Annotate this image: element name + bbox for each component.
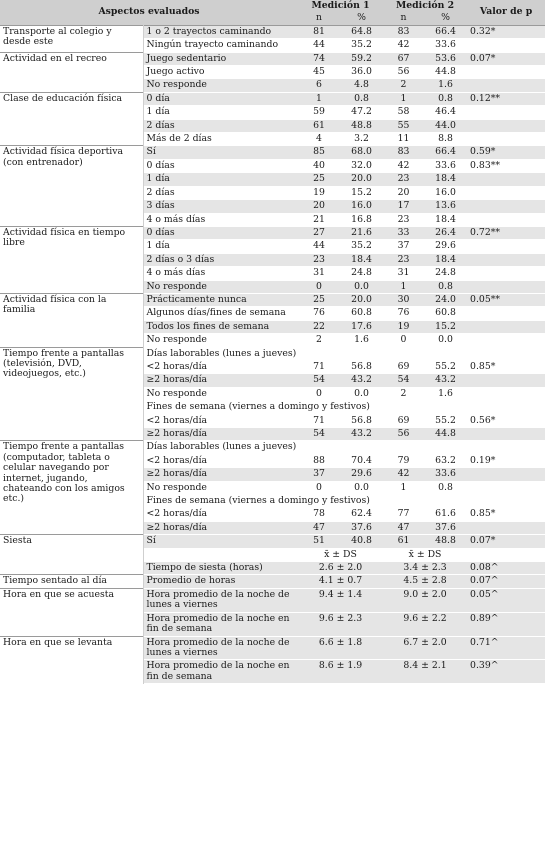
percent-2: 0.8 <box>424 481 467 494</box>
percent-2: 18.4 <box>424 213 467 226</box>
p-value <box>467 320 545 333</box>
p-value: 0.83** <box>467 159 545 172</box>
percent-2: 44.8 <box>424 428 467 441</box>
row-label: Hora promedio de la noche de lunes a viernes <box>143 588 298 612</box>
percent-2: 60.8 <box>424 307 467 320</box>
section-title: Clase de educación física <box>0 92 143 146</box>
section-title: Actividad física en tiempo libre <box>0 226 143 293</box>
p-value: 0.72** <box>467 226 545 239</box>
percent-2: 18.4 <box>424 173 467 186</box>
count-1: 61 <box>298 119 340 132</box>
p-value: 0.59* <box>467 146 545 159</box>
row-label <box>143 548 298 561</box>
section-title: Siesta <box>0 535 143 575</box>
count-2: 1 <box>383 280 424 293</box>
row-label: 0 días <box>143 159 298 172</box>
count-1: 85 <box>298 146 340 159</box>
count-2: 69 <box>383 360 424 373</box>
row-label: 1 o 2 trayectos caminando <box>143 25 298 38</box>
row-label: ≥2 horas/día <box>143 428 298 441</box>
count-1: 74 <box>298 52 340 65</box>
section-title: Transporte al colegio y desde este <box>0 25 143 52</box>
p-value <box>467 119 545 132</box>
table-row <box>0 636 545 660</box>
count-1: 44 <box>298 39 340 52</box>
p-value <box>467 401 545 414</box>
section-title: Actividad en el recreo <box>0 52 143 92</box>
percent-1: 1.6 <box>340 334 383 347</box>
count-2: 83 <box>383 25 424 38</box>
p-value <box>467 307 545 320</box>
count-2: 67 <box>383 52 424 65</box>
subheading: Fines de semana (viernes a domingo y festivos) <box>143 495 467 508</box>
count-1: 4 <box>298 133 340 146</box>
count-2: 69 <box>383 414 424 427</box>
percent-2: 48.8 <box>424 535 467 548</box>
percent-1: 35.2 <box>340 240 383 253</box>
p-value <box>467 240 545 253</box>
row-label: 0 día <box>143 92 298 105</box>
percent-1: 48.8 <box>340 119 383 132</box>
count-2: 55 <box>383 119 424 132</box>
row-label: Tiempo de siesta (horas) <box>143 562 298 575</box>
p-value <box>467 441 545 454</box>
count-1: 23 <box>298 253 340 266</box>
p-value <box>467 347 545 360</box>
count-1: 0 <box>298 481 340 494</box>
percent-1: 0.0 <box>340 280 383 293</box>
percent-2: 55.2 <box>424 414 467 427</box>
section-title: Tiempo frente a pantallas (computador, tableta o celular navegando por internet, jugando, chateando con los amigos etc.) <box>0 441 143 535</box>
row-label: Todos los fines de semana <box>143 320 298 333</box>
percent-1: 16.0 <box>340 200 383 213</box>
p-value: 0.07* <box>467 535 545 548</box>
count-2: 23 <box>383 173 424 186</box>
row-label: Sí <box>143 146 298 159</box>
p-value <box>467 280 545 293</box>
count-2: 0 <box>383 334 424 347</box>
p-value: 0.39^ <box>467 660 545 684</box>
count-2: 1 <box>383 92 424 105</box>
p-value: 0.08^ <box>467 562 545 575</box>
count-1: 76 <box>298 307 340 320</box>
table-row <box>0 25 545 38</box>
mean-sd-header: x̄ ± DS <box>383 548 467 561</box>
percent-1: 47.2 <box>340 106 383 119</box>
count-1: 44 <box>298 240 340 253</box>
header-n-1: n <box>298 12 340 25</box>
count-2: 11 <box>383 133 424 146</box>
count-1: 54 <box>298 428 340 441</box>
percent-2: 18.4 <box>424 253 467 266</box>
header-pct-2: % <box>424 12 467 25</box>
p-value: 0.85* <box>467 360 545 373</box>
p-value <box>467 428 545 441</box>
percent-1: 59.2 <box>340 52 383 65</box>
subheading: Fines de semana (viernes a domingo y festivos) <box>143 401 467 414</box>
p-value <box>467 200 545 213</box>
count-1: 88 <box>298 454 340 467</box>
percent-1: 21.6 <box>340 226 383 239</box>
count-2: 31 <box>383 267 424 280</box>
count-2: 20 <box>383 186 424 199</box>
p-value <box>467 39 545 52</box>
header-medicion-2: Medición 2 <box>383 0 467 12</box>
p-value <box>467 133 545 146</box>
percent-2: 29.6 <box>424 240 467 253</box>
header-pct-1: % <box>340 12 383 25</box>
percent-1: 20.0 <box>340 173 383 186</box>
table-row <box>0 92 545 105</box>
row-label: <2 horas/día <box>143 414 298 427</box>
percent-2: 66.4 <box>424 146 467 159</box>
count-2: 23 <box>383 253 424 266</box>
percent-1: 3.2 <box>340 133 383 146</box>
percent-1: 43.2 <box>340 428 383 441</box>
percent-2: 44.8 <box>424 66 467 79</box>
row-label: Hora promedio de la noche de lunes a viernes <box>143 636 298 660</box>
row-label: 4 o más días <box>143 213 298 226</box>
row-label: No responde <box>143 79 298 92</box>
count-2: 58 <box>383 106 424 119</box>
percent-2: 66.4 <box>424 25 467 38</box>
table-row <box>0 347 545 360</box>
row-label: Juego activo <box>143 66 298 79</box>
mean-sd-2: 6.7 ± 2.0 <box>383 636 467 660</box>
row-label: Hora promedio de la noche en fin de semana <box>143 660 298 684</box>
count-2: 77 <box>383 508 424 521</box>
count-2: 56 <box>383 66 424 79</box>
percent-2: 0.0 <box>424 334 467 347</box>
count-1: 6 <box>298 79 340 92</box>
percent-1: 16.8 <box>340 213 383 226</box>
header-valor-p <box>467 0 545 25</box>
percent-1: 40.8 <box>340 535 383 548</box>
percent-1: 68.0 <box>340 146 383 159</box>
p-value <box>467 267 545 280</box>
count-2: 37 <box>383 240 424 253</box>
count-2: 79 <box>383 454 424 467</box>
percent-1: 0.0 <box>340 481 383 494</box>
row-label: 0 días <box>143 226 298 239</box>
p-value <box>467 481 545 494</box>
row-label: Más de 2 días <box>143 133 298 146</box>
table-body <box>0 25 545 683</box>
p-value: 0.32* <box>467 25 545 38</box>
count-1: 54 <box>298 374 340 387</box>
count-2: 2 <box>383 79 424 92</box>
mean-sd-2: 3.4 ± 2.3 <box>383 562 467 575</box>
p-value <box>467 495 545 508</box>
p-value: 0.89^ <box>467 612 545 636</box>
table-row <box>0 226 545 239</box>
percent-1: 60.8 <box>340 307 383 320</box>
table-row <box>0 535 545 548</box>
mean-sd-header: x̄ ± DS <box>298 548 383 561</box>
p-value: 0.12** <box>467 92 545 105</box>
percent-1: 0.8 <box>340 92 383 105</box>
percent-1: 18.4 <box>340 253 383 266</box>
p-value: 0.07^ <box>467 575 545 588</box>
percent-1: 43.2 <box>340 374 383 387</box>
row-label: ≥2 horas/día <box>143 374 298 387</box>
section-title: Tiempo frente a pantallas (televisión, DVD, videojuegos, etc.) <box>0 347 143 441</box>
percent-1: 17.6 <box>340 320 383 333</box>
percent-1: 70.4 <box>340 454 383 467</box>
p-value <box>467 387 545 400</box>
count-2: 42 <box>383 468 424 481</box>
count-2: 56 <box>383 428 424 441</box>
row-label: Ningún trayecto caminando <box>143 39 298 52</box>
percent-2: 33.6 <box>424 468 467 481</box>
count-1: 81 <box>298 25 340 38</box>
count-1: 59 <box>298 106 340 119</box>
count-1: 47 <box>298 521 340 534</box>
p-value: 0.85* <box>467 508 545 521</box>
count-1: 40 <box>298 159 340 172</box>
count-2: 83 <box>383 146 424 159</box>
p-value <box>467 66 545 79</box>
percent-2: 0.8 <box>424 92 467 105</box>
row-label: 3 días <box>143 200 298 213</box>
percent-1: 36.0 <box>340 66 383 79</box>
p-value <box>467 253 545 266</box>
subheading: Días laborables (lunes a jueves) <box>143 441 467 454</box>
count-1: 31 <box>298 267 340 280</box>
percent-2: 61.6 <box>424 508 467 521</box>
row-label: 4 o más días <box>143 267 298 280</box>
row-label: 2 días <box>143 119 298 132</box>
percent-2: 1.6 <box>424 387 467 400</box>
valor-p-label: Valor de p <box>479 6 533 18</box>
section-title: Hora en que se acuesta <box>0 588 143 636</box>
percent-1: 24.8 <box>340 267 383 280</box>
percent-2: 13.6 <box>424 200 467 213</box>
percent-2: 63.2 <box>424 454 467 467</box>
count-1: 51 <box>298 535 340 548</box>
count-1: 22 <box>298 320 340 333</box>
p-value <box>467 548 545 561</box>
count-1: 27 <box>298 226 340 239</box>
table-row <box>0 575 545 588</box>
section-title: Hora en que se levanta <box>0 636 143 684</box>
percent-1: 35.2 <box>340 39 383 52</box>
row-label: 2 días <box>143 186 298 199</box>
p-value: 0.05^ <box>467 588 545 612</box>
p-value: 0.07* <box>467 52 545 65</box>
row-label: Promedio de horas <box>143 575 298 588</box>
section-title: Actividad física con la familia <box>0 293 143 347</box>
percent-1: 0.0 <box>340 387 383 400</box>
row-label: 1 día <box>143 240 298 253</box>
count-1: 2 <box>298 334 340 347</box>
mean-sd-1: 8.6 ± 1.9 <box>298 660 383 684</box>
row-label: <2 horas/día <box>143 360 298 373</box>
count-2: 54 <box>383 374 424 387</box>
count-1: 19 <box>298 186 340 199</box>
section-title: Tiempo sentado al día <box>0 575 143 588</box>
percent-2: 15.2 <box>424 320 467 333</box>
header-n-2: n <box>383 12 424 25</box>
table-row <box>0 293 545 306</box>
percent-2: 33.6 <box>424 159 467 172</box>
row-label: <2 horas/día <box>143 508 298 521</box>
count-2: 23 <box>383 213 424 226</box>
mean-sd-2: 8.4 ± 2.1 <box>383 660 467 684</box>
count-2: 47 <box>383 521 424 534</box>
p-value <box>467 374 545 387</box>
count-2: 19 <box>383 320 424 333</box>
percent-2: 24.8 <box>424 267 467 280</box>
mean-sd-1: 6.6 ± 1.8 <box>298 636 383 660</box>
count-2: 42 <box>383 39 424 52</box>
count-1: 71 <box>298 360 340 373</box>
percent-2: 44.0 <box>424 119 467 132</box>
count-1: 1 <box>298 92 340 105</box>
percent-1: 4.8 <box>340 79 383 92</box>
count-2: 76 <box>383 307 424 320</box>
header-aspectos: Aspectos evaluados <box>0 0 298 25</box>
table-row <box>0 588 545 612</box>
p-value: 0.05** <box>467 293 545 306</box>
row-label: 1 día <box>143 173 298 186</box>
row-label: No responde <box>143 481 298 494</box>
row-label: Prácticamente nunca <box>143 293 298 306</box>
row-label: 1 día <box>143 106 298 119</box>
percent-1: 62.4 <box>340 508 383 521</box>
count-2: 33 <box>383 226 424 239</box>
row-label: Juego sedentario <box>143 52 298 65</box>
percent-1: 29.6 <box>340 468 383 481</box>
percent-1: 37.6 <box>340 521 383 534</box>
row-label: Sí <box>143 535 298 548</box>
table-row <box>0 52 545 65</box>
p-value <box>467 213 545 226</box>
row-label: Algunos días/fines de semana <box>143 307 298 320</box>
table-row <box>0 441 545 454</box>
count-1: 37 <box>298 468 340 481</box>
row-label: Hora promedio de la noche en fin de semana <box>143 612 298 636</box>
section-title: Actividad física deportiva (con entrenador) <box>0 146 143 226</box>
count-1: 25 <box>298 293 340 306</box>
p-value <box>467 521 545 534</box>
count-1: 21 <box>298 213 340 226</box>
percent-2: 46.4 <box>424 106 467 119</box>
p-value <box>467 106 545 119</box>
count-1: 45 <box>298 66 340 79</box>
mean-sd-1: 9.6 ± 2.3 <box>298 612 383 636</box>
row-label: No responde <box>143 280 298 293</box>
p-value <box>467 79 545 92</box>
percent-2: 55.2 <box>424 360 467 373</box>
count-2: 17 <box>383 200 424 213</box>
count-1: 25 <box>298 173 340 186</box>
subheading: Días laborables (lunes a jueves) <box>143 347 467 360</box>
row-label: No responde <box>143 334 298 347</box>
count-1: 20 <box>298 200 340 213</box>
count-1: 0 <box>298 387 340 400</box>
percent-2: 43.2 <box>424 374 467 387</box>
percent-1: 56.8 <box>340 414 383 427</box>
p-value <box>467 468 545 481</box>
percent-2: 0.8 <box>424 280 467 293</box>
percent-1: 20.0 <box>340 293 383 306</box>
mean-sd-1: 9.4 ± 1.4 <box>298 588 383 612</box>
percent-2: 33.6 <box>424 39 467 52</box>
row-label: ≥2 horas/día <box>143 468 298 481</box>
percent-1: 56.8 <box>340 360 383 373</box>
mean-sd-2: 4.5 ± 2.8 <box>383 575 467 588</box>
row-label: <2 horas/día <box>143 454 298 467</box>
mean-sd-1: 4.1 ± 0.7 <box>298 575 383 588</box>
row-label: ≥2 horas/día <box>143 521 298 534</box>
p-value <box>467 173 545 186</box>
row-label: 2 días o 3 días <box>143 253 298 266</box>
percent-2: 53.6 <box>424 52 467 65</box>
p-value: 0.71^ <box>467 636 545 660</box>
count-2: 1 <box>383 481 424 494</box>
row-label: No responde <box>143 387 298 400</box>
count-1: 71 <box>298 414 340 427</box>
p-value: 0.56* <box>467 414 545 427</box>
p-value <box>467 334 545 347</box>
count-2: 61 <box>383 535 424 548</box>
count-1: 78 <box>298 508 340 521</box>
percent-1: 64.8 <box>340 25 383 38</box>
percent-2: 37.6 <box>424 521 467 534</box>
percent-1: 32.0 <box>340 159 383 172</box>
count-2: 2 <box>383 387 424 400</box>
percent-2: 8.8 <box>424 133 467 146</box>
percent-2: 1.6 <box>424 79 467 92</box>
percent-1: 15.2 <box>340 186 383 199</box>
count-2: 42 <box>383 159 424 172</box>
count-2: 30 <box>383 293 424 306</box>
mean-sd-2: 9.0 ± 2.0 <box>383 588 467 612</box>
mean-sd-1: 2.6 ± 2.0 <box>298 562 383 575</box>
p-value: 0.19* <box>467 454 545 467</box>
percent-2: 24.0 <box>424 293 467 306</box>
header-medicion-1: Medición 1 <box>298 0 383 12</box>
mean-sd-2: 9.6 ± 2.2 <box>383 612 467 636</box>
table-row <box>0 146 545 159</box>
percent-2: 26.4 <box>424 226 467 239</box>
count-1: 0 <box>298 280 340 293</box>
percent-2: 16.0 <box>424 186 467 199</box>
p-value <box>467 186 545 199</box>
